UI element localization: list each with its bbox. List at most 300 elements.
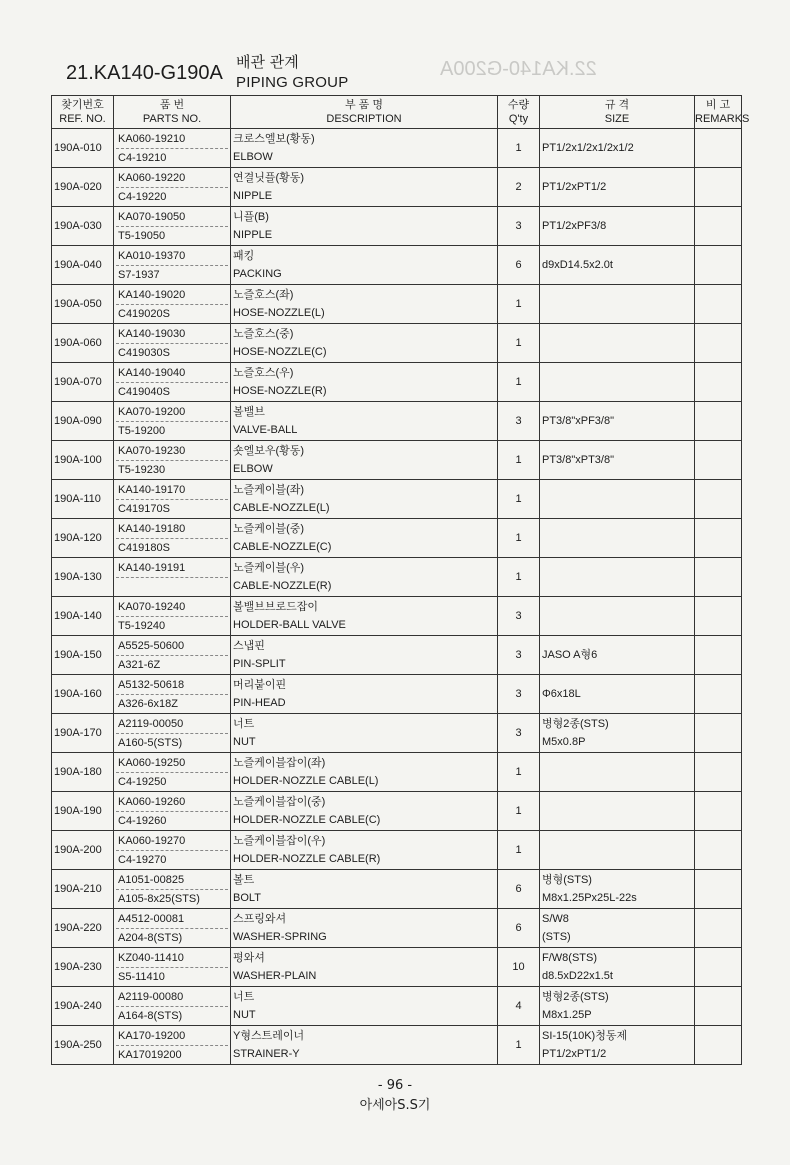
parts-number-primary: KA060-19260 [118, 795, 186, 808]
description-korean: 머리붙이핀 [233, 679, 287, 691]
parts-number-primary: KA140-19191 [118, 561, 186, 574]
parts-number-secondary: C419180S [116, 538, 228, 557]
quantity: 1 [498, 441, 540, 480]
size-cell [540, 792, 695, 831]
table-row [52, 948, 742, 987]
parts-number-secondary: C419170S [116, 499, 228, 518]
parts-number-primary: KA140-19040 [118, 366, 186, 379]
remarks [695, 363, 742, 402]
page-number: - 96 - [377, 1078, 413, 1093]
size-cell [540, 324, 695, 363]
size-line-1: 병형2종(STS) [542, 718, 609, 730]
quantity: 1 [498, 129, 540, 168]
parts-number-primary: KA140-19170 [118, 483, 186, 496]
description-korean: 너트 [233, 991, 255, 1003]
parts-number-primary: KA070-19230 [118, 444, 186, 457]
description-korean: 노즐케이블잡이(우) [233, 835, 326, 847]
parts-number-cell [114, 675, 231, 714]
size-cell [540, 285, 695, 324]
ref-number: 190A-060 [52, 324, 114, 363]
description-cell [231, 246, 498, 285]
size-line-2: PT1/2xPT1/2 [542, 1048, 607, 1060]
table-row [52, 753, 742, 792]
parts-number-primary: KZ040-11410 [118, 951, 184, 964]
description-cell [231, 558, 498, 597]
table-row [52, 441, 742, 480]
size-cell [540, 675, 695, 714]
ref-number: 190A-030 [52, 207, 114, 246]
remarks [695, 987, 742, 1026]
parts-number-cell [114, 441, 231, 480]
size-line-1: 병형2종(STS) [542, 991, 609, 1003]
description-korean: 연결닛플(황동) [233, 172, 305, 184]
description-english: STRAINER-Y [233, 1048, 300, 1060]
col-header-en: DESCRIPTION [326, 113, 402, 125]
description-cell [231, 1026, 498, 1065]
description-cell [231, 948, 498, 987]
quantity: 3 [498, 207, 540, 246]
col-header-kr: 찾기번호 [61, 99, 104, 111]
description-english: BOLT [233, 892, 261, 904]
table-row [52, 285, 742, 324]
size-line-1: PT1/2x1/2x1/2x1/2 [542, 142, 634, 154]
table-row [52, 714, 742, 753]
description-english: HOSE-NOZZLE(L) [233, 307, 325, 319]
parts-number-cell [114, 909, 231, 948]
parts-number-secondary: C419020S [116, 304, 228, 323]
parts-table [51, 95, 750, 1065]
ref-number: 190A-130 [52, 558, 114, 597]
remarks [695, 558, 742, 597]
description-korean: 니플(B) [233, 211, 269, 223]
table-row [52, 792, 742, 831]
parts-number-primary: KA140-19180 [118, 522, 186, 535]
parts-number-secondary: A164-8(STS) [116, 1006, 228, 1025]
ref-number: 190A-230 [52, 948, 114, 987]
quantity: 3 [498, 636, 540, 675]
remarks [695, 285, 742, 324]
size-line-1: PT1/2xPT1/2 [542, 181, 607, 193]
ref-number: 190A-090 [52, 402, 114, 441]
parts-number-primary: A2119-00050 [118, 717, 184, 730]
size-cell [540, 402, 695, 441]
ref-number: 190A-200 [52, 831, 114, 870]
remarks [695, 870, 742, 909]
description-korean: 너트 [233, 718, 255, 730]
remarks [695, 909, 742, 948]
parts-number-primary: KA070-19200 [118, 405, 186, 418]
table-row [52, 909, 742, 948]
size-line-1: PT3/8"xPF3/8" [542, 415, 615, 427]
description-english: HOSE-NOZZLE(R) [233, 385, 327, 397]
description-cell [231, 753, 498, 792]
parts-number-primary: A4512-00081 [118, 912, 185, 925]
col-header-en: Q'ty [508, 113, 529, 125]
description-english: PIN-HEAD [233, 697, 286, 709]
remarks [695, 480, 742, 519]
description-korean: 노즐호스(우) [233, 367, 294, 379]
parts-number-cell [114, 1026, 231, 1065]
parts-number-cell [114, 129, 231, 168]
size-cell [540, 480, 695, 519]
parts-number-secondary: C4-19250 [116, 772, 228, 791]
parts-number-secondary: C4-19220 [116, 187, 228, 206]
table-row [52, 675, 742, 714]
description-korean: 볼밸브 [233, 406, 265, 418]
description-korean: 볼트 [233, 874, 255, 886]
size-cell [540, 519, 695, 558]
size-cell [540, 168, 695, 207]
description-cell [231, 831, 498, 870]
size-cell [540, 636, 695, 675]
ref-number: 190A-010 [52, 129, 114, 168]
ref-number: 190A-190 [52, 792, 114, 831]
table-row [52, 636, 742, 675]
parts-number-cell [114, 246, 231, 285]
quantity: 6 [498, 870, 540, 909]
section-title-english: PIPING GROUP [236, 74, 349, 91]
ref-number: 190A-120 [52, 519, 114, 558]
parts-number-secondary: C4-19210 [116, 148, 228, 167]
quantity: 3 [498, 714, 540, 753]
description-english: HOLDER-NOZZLE CABLE(C) [233, 814, 381, 826]
size-line-2: d8.5xD22x1.5t [542, 970, 613, 982]
ref-number: 190A-100 [52, 441, 114, 480]
size-cell [540, 441, 695, 480]
remarks [695, 402, 742, 441]
parts-number-secondary: A160-5(STS) [116, 733, 228, 752]
ref-number: 190A-180 [52, 753, 114, 792]
table-row [52, 246, 742, 285]
description-english: HOLDER-BALL VALVE [233, 619, 346, 631]
description-english: HOSE-NOZZLE(C) [233, 346, 327, 358]
ref-number: 190A-050 [52, 285, 114, 324]
table-header-row [52, 96, 742, 129]
parts-number-cell [114, 948, 231, 987]
parts-number-primary: KA140-19030 [118, 327, 186, 340]
description-cell [231, 480, 498, 519]
page-header [66, 50, 716, 94]
col-size-header [540, 96, 695, 129]
description-korean: 노즐케이블잡이(좌) [233, 757, 326, 769]
quantity: 1 [498, 480, 540, 519]
description-english: ELBOW [233, 463, 273, 475]
parts-number-primary: KA070-19050 [118, 210, 186, 223]
size-line-2: M5x0.8P [542, 736, 586, 748]
parts-number-secondary: T5-19200 [116, 421, 228, 440]
ref-number: 190A-220 [52, 909, 114, 948]
parts-number-primary: KA010-19370 [118, 249, 186, 262]
section-number: 21.KA140-G190A [66, 62, 223, 84]
section-title-korean: 배관 관계 [236, 53, 299, 71]
parts-number-cell [114, 519, 231, 558]
description-korean: 노즐케이블(좌) [233, 484, 305, 496]
description-korean: 스냅핀 [233, 640, 265, 652]
description-cell [231, 909, 498, 948]
description-english: CABLE-NOZZLE(R) [233, 580, 332, 592]
parts-number-secondary: T5-19050 [116, 226, 228, 245]
parts-number-primary: KA170-19200 [118, 1029, 186, 1042]
parts-number-primary: KA060-19210 [118, 132, 186, 145]
table-row [52, 831, 742, 870]
parts-number-cell [114, 792, 231, 831]
size-line-2: (STS) [542, 931, 571, 943]
description-cell [231, 207, 498, 246]
parts-number-primary: KA060-19270 [118, 834, 186, 847]
remarks [695, 714, 742, 753]
ref-number: 190A-210 [52, 870, 114, 909]
parts-number-secondary: S5-11410 [116, 967, 228, 986]
parts-number-secondary: A326-6x18Z [116, 694, 228, 713]
quantity: 1 [498, 753, 540, 792]
table-row [52, 363, 742, 402]
size-cell [540, 246, 695, 285]
parts-number-secondary: S7-1937 [116, 265, 228, 284]
ref-number: 190A-040 [52, 246, 114, 285]
table-row [52, 558, 742, 597]
remarks [695, 168, 742, 207]
ref-number: 190A-140 [52, 597, 114, 636]
description-korean: 스프링와셔 [233, 913, 287, 925]
parts-number-cell [114, 363, 231, 402]
description-korean: 평와셔 [233, 952, 265, 964]
quantity: 6 [498, 909, 540, 948]
description-english: NUT [233, 1009, 256, 1021]
size-cell [540, 753, 695, 792]
size-cell [540, 363, 695, 402]
description-cell [231, 519, 498, 558]
description-korean: 노즐케이블(우) [233, 562, 305, 574]
parts-number-primary: A5132-50618 [118, 678, 185, 691]
table-row [52, 597, 742, 636]
col-desc-header [231, 96, 498, 129]
description-english: NIPPLE [233, 190, 273, 202]
remarks [695, 324, 742, 363]
description-english: PIN-SPLIT [233, 658, 286, 670]
remarks [695, 753, 742, 792]
quantity: 1 [498, 519, 540, 558]
size-cell [540, 909, 695, 948]
col-header-en: REMARKS [695, 113, 750, 125]
remarks [695, 948, 742, 987]
description-cell [231, 441, 498, 480]
quantity: 3 [498, 675, 540, 714]
col-header-en: PARTS NO. [142, 113, 202, 125]
remarks [695, 207, 742, 246]
machine-model: 아세아S.S기 [359, 1098, 431, 1113]
size-cell [540, 558, 695, 597]
description-english: PACKING [233, 268, 282, 280]
size-line-2: M8x1.25Px25L-22s [542, 892, 637, 904]
parts-number-secondary: T5-19240 [116, 616, 228, 635]
size-line-1: Φ6x18L [542, 688, 581, 700]
table-row [52, 324, 742, 363]
parts-number-primary: KA060-19220 [118, 171, 186, 184]
description-korean: 노즐호스(중) [233, 328, 294, 340]
quantity: 6 [498, 246, 540, 285]
size-cell [540, 1026, 695, 1065]
description-korean: 노즐케이블(중) [233, 523, 305, 535]
parts-number-primary: A2119-00080 [118, 990, 184, 1003]
quantity: 2 [498, 168, 540, 207]
size-line-2: M8x1.25P [542, 1009, 592, 1021]
table-row [52, 870, 742, 909]
description-cell [231, 636, 498, 675]
parts-number-cell [114, 402, 231, 441]
col-qty-header [498, 96, 540, 129]
ref-number: 190A-160 [52, 675, 114, 714]
parts-number-secondary: KA17019200 [116, 1045, 228, 1064]
ref-number: 190A-250 [52, 1026, 114, 1065]
description-cell [231, 597, 498, 636]
remarks [695, 675, 742, 714]
parts-number-secondary: A105-8x25(STS) [116, 889, 228, 908]
size-cell [540, 207, 695, 246]
size-cell [540, 948, 695, 987]
quantity: 3 [498, 597, 540, 636]
col-pn-header [114, 96, 231, 129]
table-row [52, 402, 742, 441]
col-header-en: REF. NO. [59, 113, 106, 125]
size-cell [540, 831, 695, 870]
description-cell [231, 129, 498, 168]
parts-number-primary: KA070-19240 [118, 600, 186, 613]
parts-number-cell [114, 324, 231, 363]
quantity: 10 [498, 948, 540, 987]
description-korean: 크로스엘보(황동) [233, 133, 315, 145]
parts-number-secondary: C419030S [116, 343, 228, 362]
parts-number-cell [114, 831, 231, 870]
remarks [695, 831, 742, 870]
remarks [695, 246, 742, 285]
parts-number-cell [114, 714, 231, 753]
col-remarks-header [695, 96, 750, 129]
parts-number-cell [114, 168, 231, 207]
remarks [695, 1026, 742, 1065]
description-english: ELBOW [233, 151, 273, 163]
quantity: 1 [498, 324, 540, 363]
col-header-kr: 부 품 명 [345, 99, 383, 111]
description-cell [231, 402, 498, 441]
description-english: VALVE-BALL [233, 424, 298, 436]
size-line-1: PT1/2xPF3/8 [542, 220, 607, 232]
table-row [52, 129, 742, 168]
description-korean: 노즐케이블잡이(중) [233, 796, 326, 808]
description-cell [231, 363, 498, 402]
parts-number-secondary: C4-19260 [116, 811, 228, 830]
size-line-1: SI-15(10K)청동제 [542, 1030, 628, 1042]
table-row [52, 519, 742, 558]
col-header-kr: 비 고 [705, 99, 731, 111]
col-ref-header [52, 96, 114, 129]
description-cell [231, 324, 498, 363]
quantity: 1 [498, 792, 540, 831]
quantity: 1 [498, 1026, 540, 1065]
description-cell [231, 714, 498, 753]
description-english: WASHER-PLAIN [233, 970, 317, 982]
description-english: HOLDER-NOZZLE CABLE(R) [233, 853, 381, 865]
parts-number-secondary: T5-19230 [116, 460, 228, 479]
quantity: 1 [498, 558, 540, 597]
parts-number-primary: KA060-19250 [118, 756, 186, 769]
size-cell [540, 714, 695, 753]
remarks [695, 597, 742, 636]
parts-number-cell [114, 207, 231, 246]
remarks [695, 441, 742, 480]
description-english: HOLDER-NOZZLE CABLE(L) [233, 775, 379, 787]
size-cell [540, 129, 695, 168]
description-english: CABLE-NOZZLE(L) [233, 502, 330, 514]
parts-number-cell [114, 480, 231, 519]
description-cell [231, 870, 498, 909]
description-korean: 볼밸브브로드잡이 [233, 601, 319, 613]
size-line-1: 병형(STS) [542, 874, 592, 886]
parts-number-secondary: C4-19270 [116, 850, 228, 869]
parts-number-primary: A1051-00825 [118, 873, 185, 886]
quantity: 1 [498, 285, 540, 324]
size-cell [540, 987, 695, 1026]
ref-number: 190A-150 [52, 636, 114, 675]
page-footer [0, 1076, 790, 1116]
parts-number-cell [114, 636, 231, 675]
ref-number: 190A-240 [52, 987, 114, 1026]
col-header-kr: 품 번 [159, 99, 185, 111]
description-cell [231, 285, 498, 324]
parts-number-cell [114, 753, 231, 792]
parts-number-secondary: C419040S [116, 382, 228, 401]
parts-number-cell [114, 987, 231, 1026]
description-cell [231, 168, 498, 207]
description-korean: 숏엘보우(황동) [233, 445, 305, 457]
table-row [52, 1026, 742, 1065]
parts-number-secondary: A321-6Z [116, 655, 228, 674]
description-cell [231, 792, 498, 831]
parts-number-cell [114, 558, 231, 597]
quantity: 3 [498, 402, 540, 441]
ref-number: 190A-020 [52, 168, 114, 207]
size-line-1: F/W8(STS) [542, 952, 597, 964]
quantity: 1 [498, 363, 540, 402]
table-row [52, 207, 742, 246]
quantity: 4 [498, 987, 540, 1026]
bleed-through-text: 22.KA140-G200A [440, 58, 597, 80]
ref-number: 190A-110 [52, 480, 114, 519]
ref-number: 190A-070 [52, 363, 114, 402]
description-english: CABLE-NOZZLE(C) [233, 541, 332, 553]
parts-number-secondary [116, 577, 228, 596]
parts-number-cell [114, 597, 231, 636]
col-header-kr: 규 격 [604, 99, 630, 111]
description-korean: Y형스트레이너 [233, 1030, 305, 1042]
parts-number-cell [114, 285, 231, 324]
description-english: NUT [233, 736, 256, 748]
size-cell [540, 870, 695, 909]
description-english: NIPPLE [233, 229, 273, 241]
size-line-1: PT3/8"xPT3/8" [542, 454, 615, 466]
size-line-1: d9xD14.5x2.0t [542, 259, 613, 271]
size-cell [540, 597, 695, 636]
parts-number-secondary: A204-8(STS) [116, 928, 228, 947]
parts-number-cell [114, 870, 231, 909]
remarks [695, 519, 742, 558]
table-row [52, 987, 742, 1026]
table-row [52, 168, 742, 207]
ref-number: 190A-170 [52, 714, 114, 753]
description-cell [231, 987, 498, 1026]
table-row [52, 480, 742, 519]
col-header-kr: 수량 [507, 99, 530, 111]
col-header-en: SIZE [604, 113, 630, 125]
